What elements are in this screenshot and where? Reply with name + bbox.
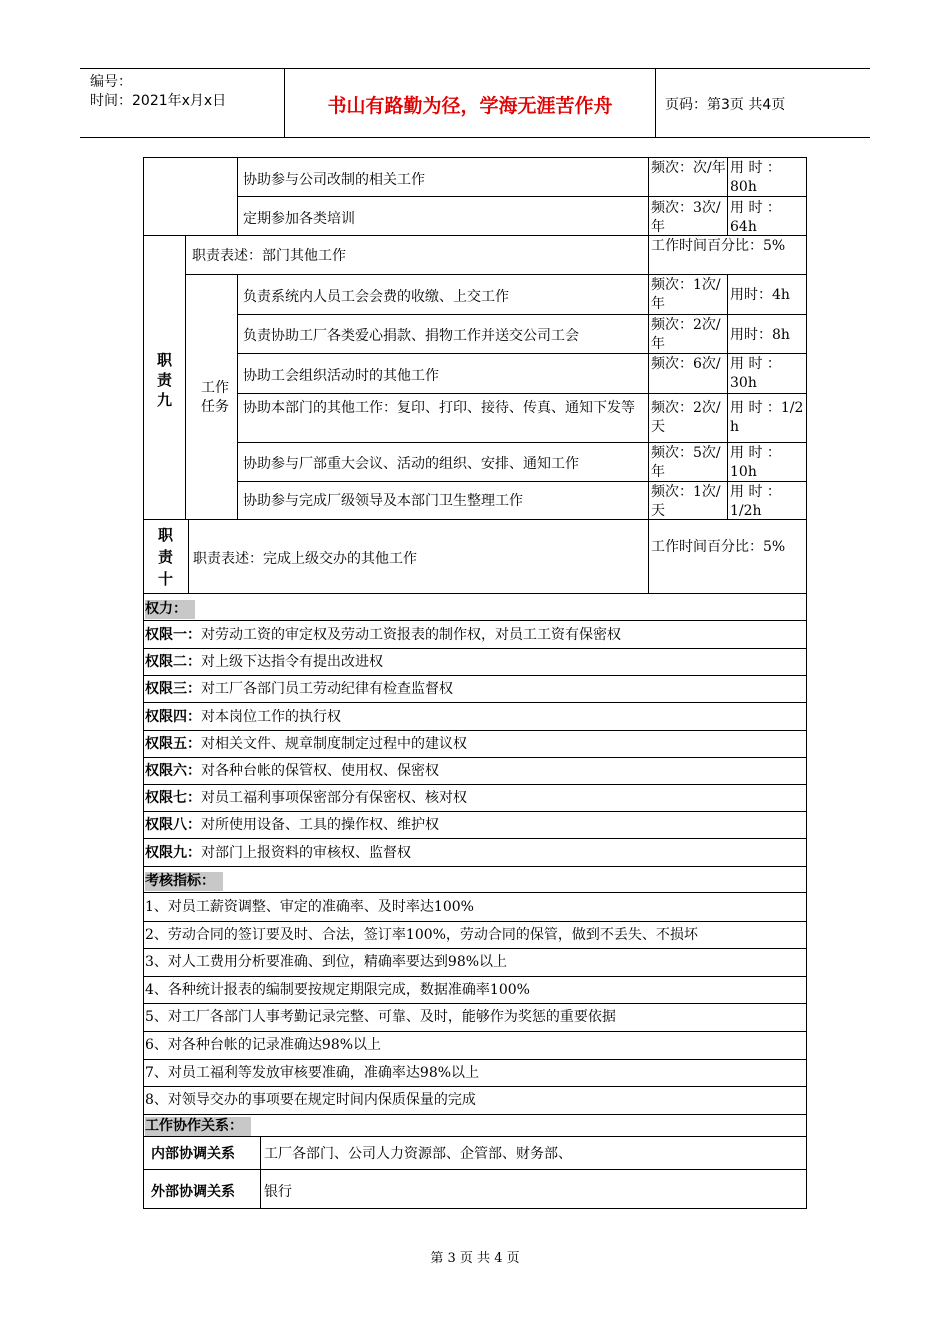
row-line: [143, 675, 807, 676]
header-meta: [90, 73, 226, 111]
authority-item: [145, 816, 795, 835]
row-line: [143, 702, 807, 703]
row-line: [143, 1059, 807, 1060]
authority-key: 权限二：: [145, 654, 201, 671]
row-line: [143, 1003, 807, 1004]
duty10-expression: 职责表述：完成上级交办的其他工作: [193, 551, 417, 567]
authority-key: 权限六：: [145, 763, 201, 779]
table-border: [143, 157, 807, 158]
table-border: [143, 1208, 807, 1209]
header-divider: [655, 69, 656, 137]
kpi-title: 考核指标：: [145, 872, 745, 891]
work-task-label: 工作任务: [201, 380, 229, 415]
row-line: [237, 314, 807, 315]
page-info: 页码：第3页 共4页: [665, 97, 786, 113]
authority-item: [145, 762, 795, 781]
row-line: [237, 442, 807, 443]
task-frequency: 频次：3次/年: [651, 200, 721, 235]
duty9-label: 职责九: [157, 351, 173, 409]
task-text: 协助参与完成厂级领导及本部门卫生整理工作: [243, 493, 523, 509]
authority-title: 权力：: [145, 600, 745, 619]
authority-key: 权限四：: [145, 708, 201, 725]
row-line: [143, 1031, 807, 1032]
authority-value: 对员工福利事项保密部分有保密权、核对权: [201, 790, 467, 807]
authority-item: [145, 735, 795, 754]
row-line: [143, 838, 807, 839]
row-line: [237, 393, 807, 394]
authority-value: 对本岗位工作的执行权: [201, 708, 341, 725]
authority-item: [145, 708, 795, 727]
authority-value: 对各种台帐的保管权、使用权、保密权: [201, 763, 439, 779]
time-label: 时间：2021年x月x日: [90, 93, 227, 109]
col-line: [727, 274, 728, 520]
row-line: [143, 811, 807, 812]
task-text: 协助参与厂部重大会议、活动的组织、安排、通知工作: [243, 456, 579, 472]
authority-item: [145, 789, 795, 808]
task-frequency: 频次：次/年: [651, 160, 726, 176]
duty9-expression: 职责表述：部门其他工作: [192, 248, 346, 264]
task-frequency: 频次：1次/天: [651, 484, 721, 519]
row-line: [185, 274, 807, 275]
kpi-item: 5、对工厂各部门人事考勤记录完整、可靠、及时，能够作为奖惩的重要依据: [145, 1009, 616, 1026]
task-time: 用 时 ：64h: [730, 200, 781, 235]
kpi-item: 6、对各种台帐的记录准确达98%以上: [145, 1037, 382, 1053]
authority-value: 对上级下达指令有提出改进权: [201, 654, 383, 671]
task-time: 用 时 ：1/2 h: [730, 400, 804, 435]
task-time: 用时：8h: [730, 327, 790, 343]
col-line: [648, 519, 649, 594]
document-header: [80, 68, 870, 138]
internal-coordination-label: 内部协调关系: [151, 1146, 235, 1162]
kpi-item: 2、劳动合同的签订要及时、合法，签订率100%，劳动合同的保管，做到不丢失、不损坏: [145, 926, 698, 943]
row-line: [143, 620, 807, 621]
task-frequency: 频次：6次/: [651, 356, 721, 372]
authority-item: [145, 680, 795, 699]
authority-value: 对所使用设备、工具的操作权、维护权: [201, 817, 439, 834]
task-time: 用 时 ：10h: [730, 445, 781, 480]
task-frequency: 频次：2次/天: [651, 400, 721, 435]
cooperation-title: 工作协作关系：: [145, 1117, 745, 1136]
duty10-label: 职责十: [158, 526, 174, 588]
task-time: 用 时 ：1/2h: [730, 484, 781, 519]
task-time: 用时：4h: [730, 287, 790, 303]
col-line: [648, 235, 649, 520]
authority-item: [145, 844, 795, 863]
authority-key: 权限八：: [145, 817, 201, 834]
kpi-item: 7、对员工福利等发放审核要准确，准确率达98%以上: [145, 1064, 480, 1081]
row-line: [143, 892, 807, 893]
task-time: 用 时 ：80h: [730, 160, 781, 195]
authority-key: 权限九：: [145, 844, 201, 861]
task-time: 用 时 ：30h: [730, 356, 781, 391]
kpi-item: 3、对人工费用分析要准确、到位，精确率要达到98%以上: [145, 954, 508, 971]
task-text: 协助参与公司改制的相关工作: [243, 172, 425, 188]
task-text: 协助工会组织活动时的其他工作: [243, 368, 439, 384]
row-line: [143, 921, 807, 922]
table-border: [143, 157, 144, 1209]
authority-value: 对相关文件、规章制度制定过程中的建议权: [201, 735, 467, 752]
row-line: [143, 1169, 807, 1170]
row-line: [143, 866, 807, 867]
col-line: [260, 1136, 261, 1209]
col-line: [185, 235, 186, 520]
task-frequency: 频次：2次/年: [651, 317, 721, 352]
task-text: 负责协助工厂各类爱心捐款、捐物工作并送交公司工会: [243, 328, 579, 344]
authority-key: 权限七：: [145, 790, 201, 807]
authority-item: [145, 653, 795, 672]
row-line: [143, 730, 807, 731]
authority-value: 对部门上报资料的审核权、监督权: [201, 844, 411, 861]
page-footer: 第 3 页 共 4 页: [430, 1251, 520, 1266]
row-line: [143, 1114, 807, 1115]
kpi-item: 4、各种统计报表的编制要按规定期限完成，数据准确率100%: [145, 981, 530, 998]
row-line: [143, 948, 807, 949]
external-coordination-label: 外部协调关系: [151, 1184, 235, 1200]
col-line: [188, 519, 189, 594]
authority-value: 对劳动工资的审定权及劳动工资报表的制作权，对员工工资有保密权: [201, 627, 621, 643]
row-line: [143, 1086, 807, 1087]
row-line: [237, 196, 807, 197]
authority-key: 权限五：: [145, 735, 201, 752]
kpi-item: 1、对员工薪资调整、审定的准确率、及时率达100%: [145, 899, 474, 915]
authority-key: 权限一：: [145, 627, 201, 643]
authority-item: [145, 626, 795, 645]
authority-value: 对工厂各部门员工劳动纪律有检查监督权: [201, 681, 453, 698]
external-coordination-value: 银行: [264, 1184, 292, 1200]
row-line: [143, 976, 807, 977]
task-text: 定期参加各类培训: [243, 211, 355, 227]
header-motto: 书山有路勤为径，学海无涯苦作舟: [327, 95, 613, 117]
col-line: [237, 274, 238, 520]
row-line: [143, 593, 807, 594]
task-frequency: 频次：1次/年: [651, 277, 721, 312]
task-text: 负责系统内人员工会会费的收缴、上交工作: [243, 289, 509, 305]
row-line: [143, 648, 807, 649]
task-frequency: 频次：5次/年: [651, 445, 721, 480]
internal-coordination-value: 工厂各部门、公司人力资源部、企管部、财务部、: [264, 1146, 572, 1162]
duty10-percent: 工作时间百分比：5%: [651, 539, 786, 555]
row-line: [143, 784, 807, 785]
row-line: [143, 1136, 807, 1137]
kpi-item: 8、对领导交办的事项要在规定时间内保质保量的完成: [145, 1092, 476, 1109]
authority-key: 权限三：: [145, 681, 201, 698]
number-label: 编号：: [90, 74, 132, 90]
duty9-percent: 工作时间百分比：5%: [651, 238, 786, 254]
row-line: [143, 757, 807, 758]
task-text: 协助本部门的其他工作：复印、打印、接待、传真、通知下发等: [243, 400, 635, 416]
